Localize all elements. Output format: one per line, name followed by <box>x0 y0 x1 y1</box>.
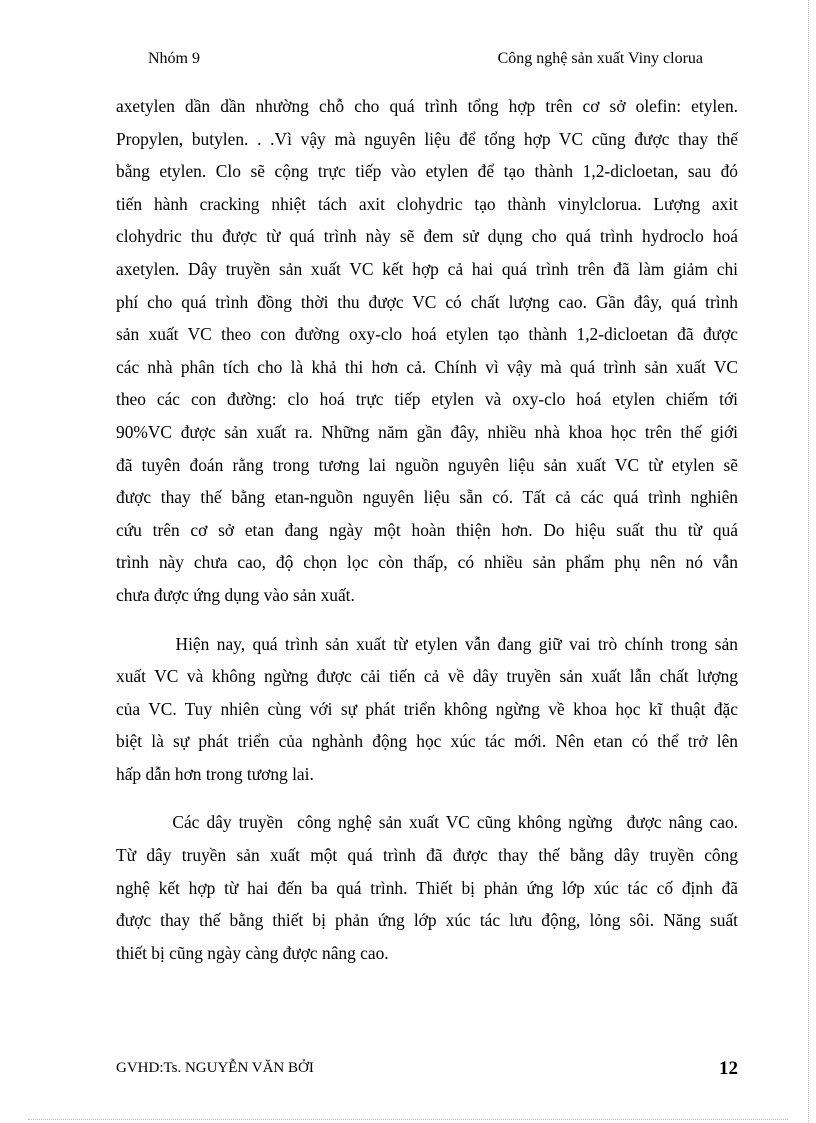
text-line: hấp dẫn hơn trong tương lai. <box>116 763 314 784</box>
header-group: Nhóm 9 <box>148 50 200 67</box>
text-line: Các dây truyền công nghệ sản xuất VC cũng không ngừng được nâng cao. <box>116 812 738 833</box>
text-line: nghệ kết hợp từ hai đến ba quá trình. Thiết bị phản ứng lớp xúc tác cố định đã <box>116 877 738 898</box>
paragraph-spacer <box>116 612 738 628</box>
text-line: clohydric thu được từ quá trình này sẽ đem sử dụng cho quá trình hydroclo hoá <box>116 226 738 247</box>
paragraph-1 <box>116 90 738 612</box>
paragraph-3 <box>116 806 738 969</box>
text-line: xuất VC và không ngừng được cải tiến cả về dây truyền sản xuất lẫn chất lượng <box>116 666 738 687</box>
text-line: trình này chưa cao, độ chọn lọc còn thấp, có nhiều sản phẩm phụ nên nó vẫn <box>116 552 738 573</box>
text-line: Từ dây truyền sản xuất một quá trình đã được thay thế bằng dây truyền công <box>116 845 738 866</box>
text-line: của VC. Tuy nhiên cùng với sự phát triển không ngừng về khoa học kĩ thuật đặc <box>116 698 738 719</box>
text-line: thiết bị cũng ngày càng được nâng cao. <box>116 942 389 963</box>
document-body <box>116 90 738 969</box>
text-line: đã tuyên đoán rằng trong tương lai nguồn nguyên liệu sản xuất VC từ etylen sẽ <box>116 454 738 475</box>
page-footer <box>116 1058 738 1082</box>
page-bottom-border <box>28 1119 788 1120</box>
text-line: biệt là sự phát triển của nghành động học xúc tác mới. Nên etan có thể trở lên <box>116 731 738 752</box>
text-line: cứu trên cơ sở etan đang ngày một hoàn thiện hơn. Do hiệu suất thu từ quá <box>116 519 738 540</box>
text-line: bằng etylen. Clo sẽ cộng trực tiếp vào etylen để tạo thành 1,2-dicloetan, sau đó <box>116 161 738 182</box>
header-title: Công nghệ sản xuất Viny clorua <box>497 50 703 67</box>
text-line: axetylen. Dây truyền sản xuất VC kết hợp cả hai quá trình trên đã làm giảm chi <box>116 258 738 279</box>
text-line: được thay thế bằng thiết bị phản ứng lớp xúc tác lưu động, lỏng sôi. Năng suất <box>116 910 738 931</box>
text-line: theo các con đường: clo hoá trực tiếp etylen và oxy-clo hoá etylen chiếm tới <box>116 389 738 410</box>
paragraph-spacer <box>116 790 738 806</box>
text-line: sản xuất VC theo con đường oxy-clo hoá etylen tạo thành 1,2-dicloetan đã được <box>116 324 738 345</box>
text-line: các nhà phân tích cho là khả thi hơn cả. Chính vì vậy mà quá trình sản xuất VC <box>116 356 738 377</box>
page-right-border <box>808 0 809 1123</box>
text-line: được thay thế bằng etan-nguồn nguyên liệu sẵn có. Tất cả các quá trình nghiên <box>116 487 738 508</box>
text-line: 90%VC được sản xuất ra. Những năm gần đây, nhiều nhà khoa học trên thế giới <box>116 421 738 442</box>
page-number: 12 <box>719 1058 738 1079</box>
text-line: tiến hành cracking nhiệt tách axit clohydric tạo thành vinylclorua. Lượng axit <box>116 193 738 214</box>
text-line: axetylen dần dần nhường chỗ cho quá trình tổng hợp trên cơ sở olefin: etylen. <box>116 96 738 116</box>
paragraph-2 <box>116 628 738 791</box>
text-line: phí cho quá trình đồng thời thu được VC có chất lượng cao. Gần đây, quá trình <box>116 291 738 312</box>
text-line: Propylen, butylen. . .Vì vậy mà nguyên liệu để tổng hợp VC cũng được thay thế <box>116 128 738 149</box>
page-header <box>148 50 703 72</box>
footer-instructor: GVHD:Ts. NGUYỄN VĂN BỞI <box>116 1060 314 1076</box>
text-line: Hiện nay, quá trình sản xuất từ etylen vẫn đang giữ vai trò chính trong sản <box>116 633 738 654</box>
text-line: chưa được ứng dụng vào sản xuất. <box>116 584 355 605</box>
